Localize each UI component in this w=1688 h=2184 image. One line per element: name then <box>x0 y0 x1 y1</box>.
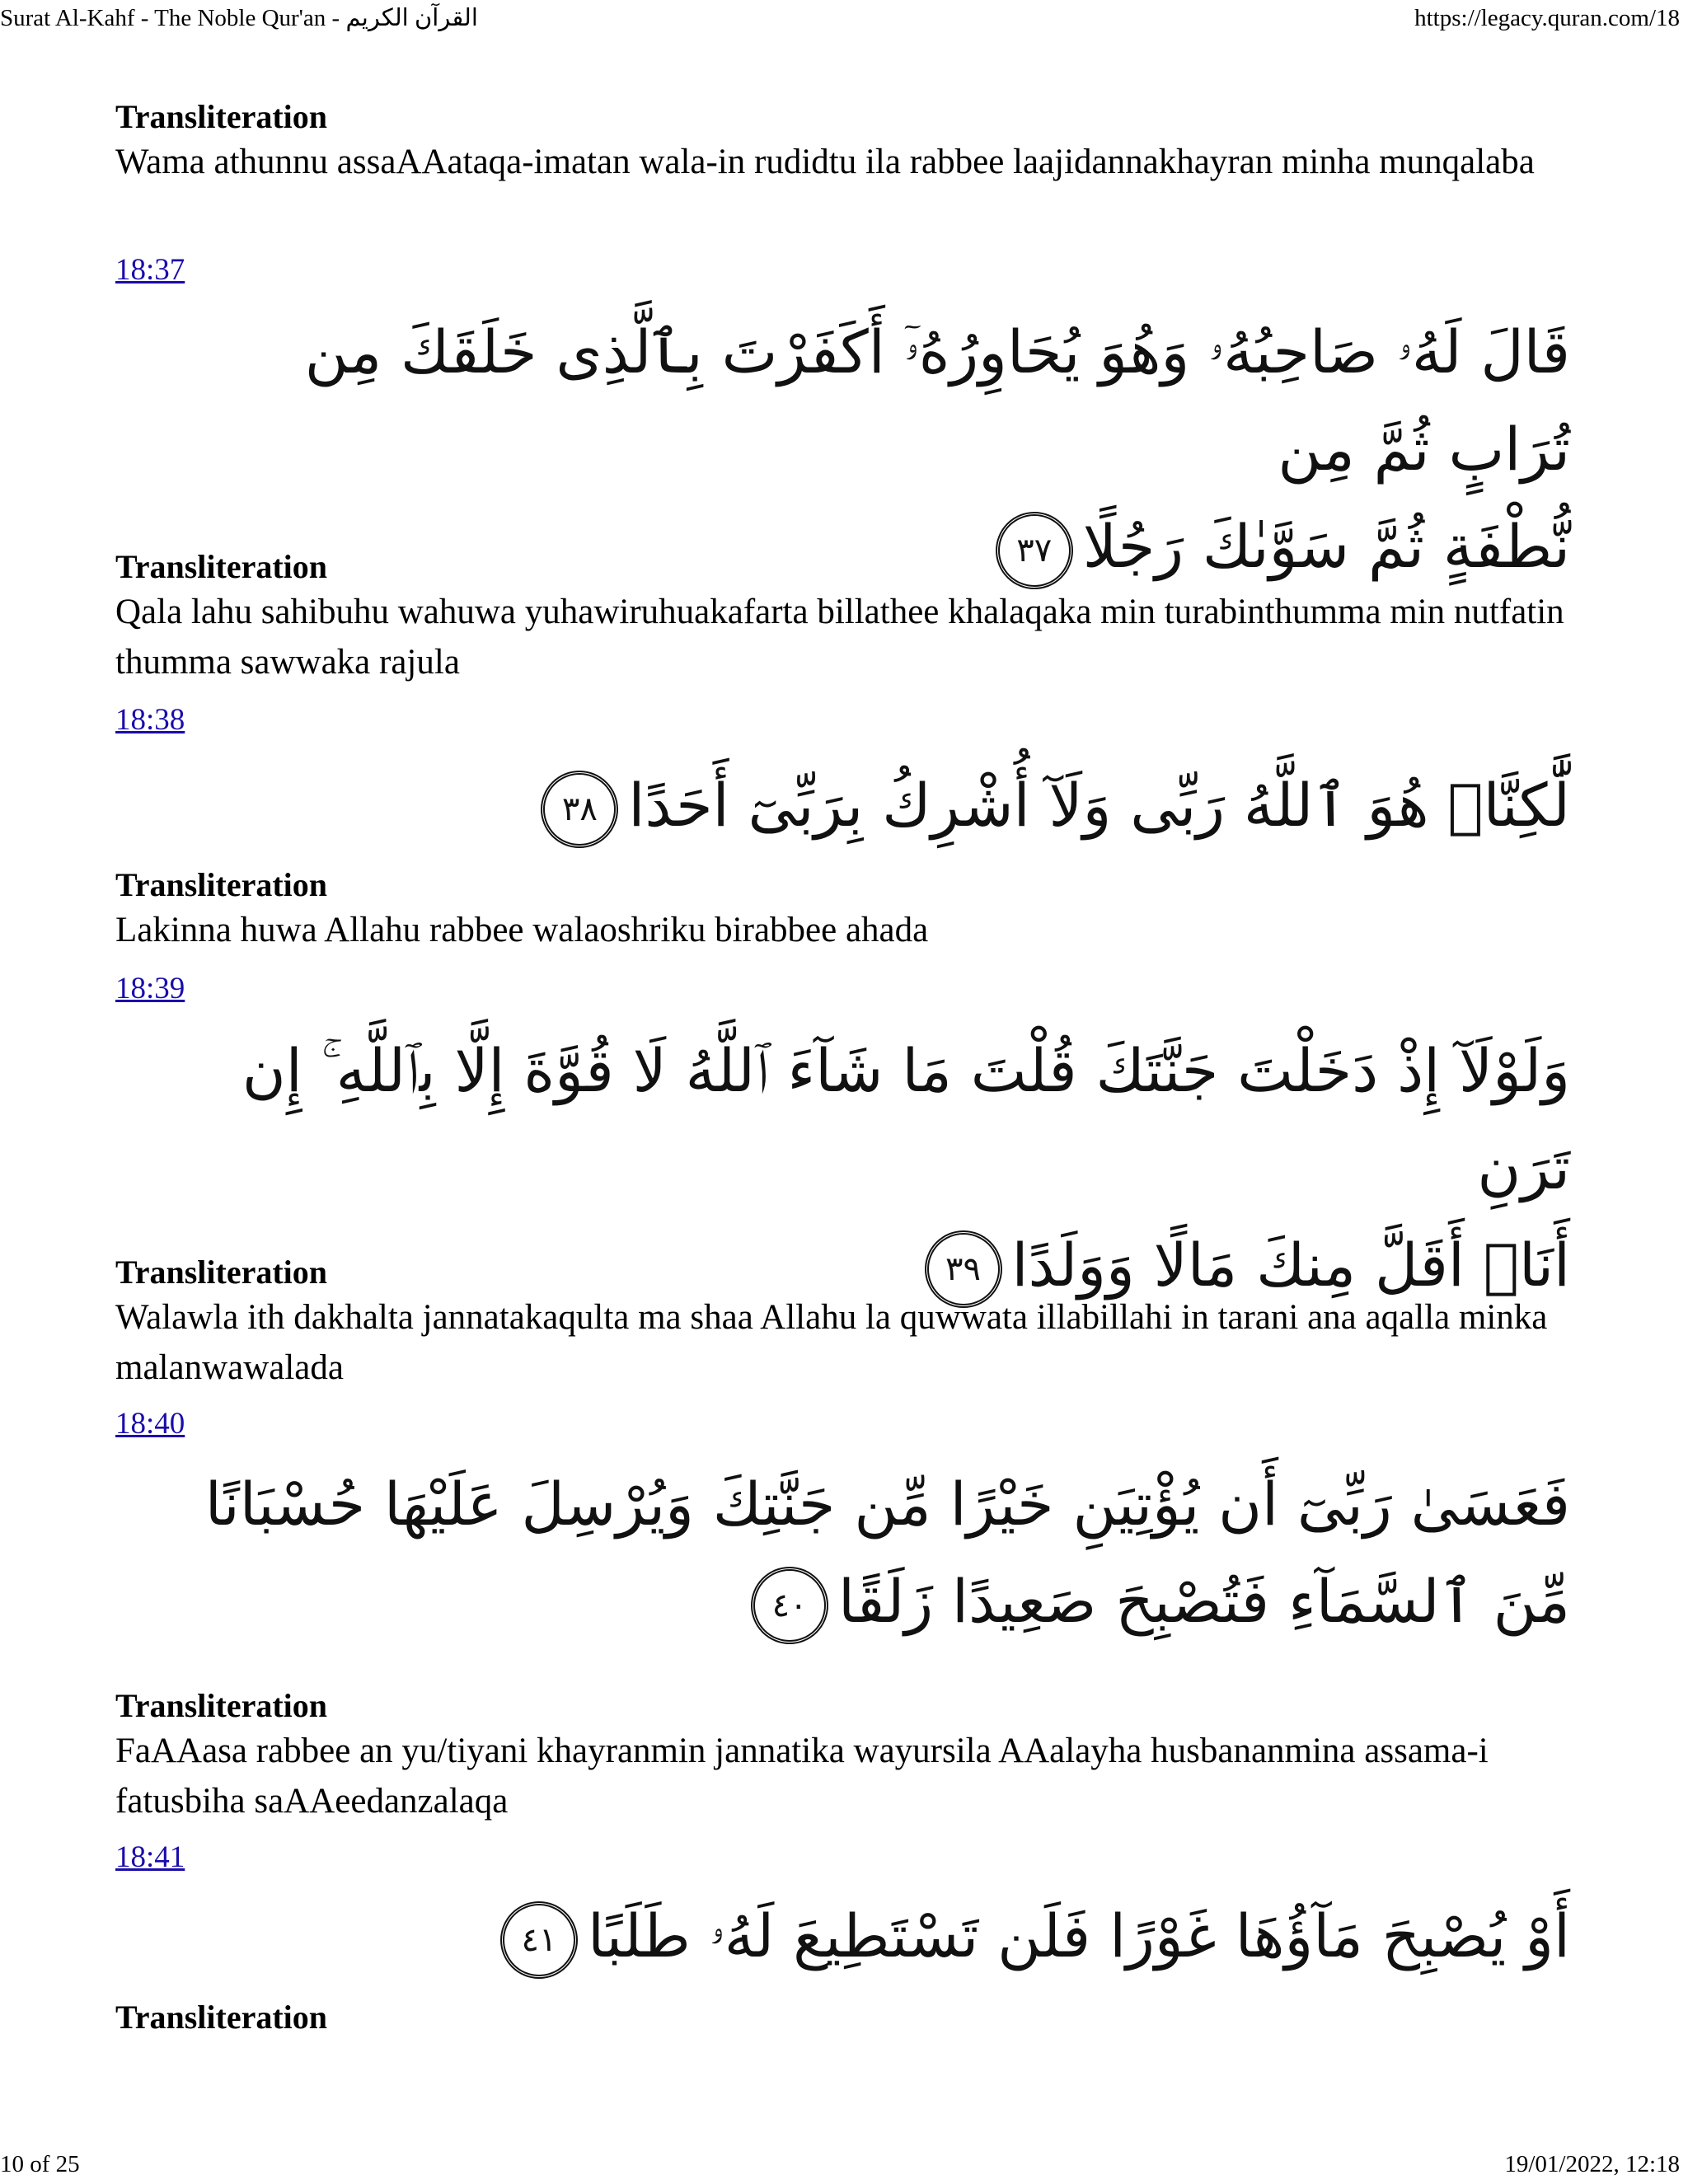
arabic-line <box>202 498 1570 595</box>
transliteration-label: Transliteration <box>115 1254 328 1291</box>
transliteration-text: Lakinna huwa Allahu rabbee walaoshriku birabbee ahada <box>115 911 929 949</box>
arabic-text: أَنَا۠ أَقَلَّ مِنكَ مَالًا وَوَلَدًا <box>1011 1230 1570 1300</box>
verse-link-18-37[interactable]: 18:37 <box>115 253 185 287</box>
transliteration-text: Qala lahu sahibuhu wahuwa yuhawiruhuakafarta billathee khalaqaka min turabinthumma min nutfatin thumma sawwaka rajula <box>115 593 1564 682</box>
transliteration-label: Transliteration <box>115 866 328 903</box>
arabic-verse-18-38 <box>202 757 1570 854</box>
transliteration-text: FaAAasa rabbee an yu/tiyani khayranmin jannatika wayursila AAalayha husbananmina assama-i fatusbiha saAAeedanzalaqa <box>115 1732 1489 1821</box>
transliteration-text: Walawla ith dakhalta jannatakaqulta ma shaa Allahu la quwwata illabillahi in tarani ana aqalla minka malanwawalada <box>115 1298 1548 1387</box>
transliteration-label: Transliteration <box>115 98 328 135</box>
arabic-text: مِّنَ ٱلسَّمَآءِ فَتُصْبِحَ صَعِيدًا زَلَقًا <box>838 1567 1570 1636</box>
arabic-line: قَالَ لَهُۥ صَاحِبُهُۥ وَهُوَ يُحَاوِرُهُۥٓ أَكَفَرْتَ بِٱلَّذِى خَلَقَكَ مِن تُرَابٍ ثُمَّ مِن <box>304 317 1570 484</box>
ayah-number-marker: ٣٧ <box>996 512 1073 589</box>
arabic-text: نُّطْفَةٍ ثُمَّ سَوَّىٰكَ رَجُلًا <box>1082 512 1570 581</box>
arabic-line <box>202 1887 1570 1985</box>
print-header <box>0 2 1688 35</box>
transliteration-label: Transliteration <box>115 1687 328 1724</box>
page-url: https://legacy.quran.com/18 <box>1414 5 1680 31</box>
verse-link-18-38[interactable]: 18:38 <box>115 703 185 737</box>
page-title: Surat Al-Kahf - The Noble Qur'an - القرآن الكريم <box>0 5 478 31</box>
arabic-verse-18-39 <box>202 1022 1570 1314</box>
arabic-text: لَّٰكِنَّا۠ هُوَ ٱللَّهُ رَبِّى وَلَآ أُشْرِكُ بِرَبِّىٓ أَحَدًا <box>628 771 1570 840</box>
page-count: 10 of 25 <box>0 2151 80 2177</box>
arabic-verse-18-40 <box>202 1455 1570 1650</box>
print-footer <box>0 2148 1688 2181</box>
arabic-line <box>202 1553 1570 1650</box>
arabic-text: أَوْ يُصْبِحَ مَآؤُهَا غَوْرًا فَلَن تَسْتَطِيعَ لَهُۥ طَلَبًا <box>588 1901 1570 1971</box>
arabic-line: فَعَسَىٰ رَبِّىٓ أَن يُؤْتِيَنِ خَيْرًا مِّن جَنَّتِكَ وَيُرْسِلَ عَلَيْهَا حُسْبَانًا <box>204 1469 1570 1539</box>
arabic-verse-18-37 <box>202 303 1570 595</box>
ayah-number-marker: ٣٨ <box>541 771 618 848</box>
transliteration-text: Wama athunnu assaAAataqa-imatan wala-in rudidtu ila rabbee laajidannakhayran minha munqalaba <box>115 143 1535 181</box>
verse-link-18-41[interactable]: 18:41 <box>115 1840 185 1874</box>
verse-link-18-40[interactable]: 18:40 <box>115 1407 185 1441</box>
transliteration-label: Transliteration <box>115 548 328 585</box>
arabic-line: وَلَوْلَآ إِذْ دَخَلْتَ جَنَّتَكَ قُلْتَ مَا شَآءَ ٱللَّهُ لَا قُوَّةَ إِلَّا بِٱللَّهِ ۚ إِن تَرَنِ <box>241 1036 1570 1202</box>
verse-link-18-39[interactable]: 18:39 <box>115 972 185 1005</box>
print-datetime: 19/01/2022, 12:18 <box>1504 2151 1680 2177</box>
arabic-verse-18-41 <box>202 1887 1570 1985</box>
ayah-number-marker: ٣٩ <box>925 1230 1002 1308</box>
arabic-line <box>202 757 1570 854</box>
transliteration-label: Transliteration <box>115 1999 328 2036</box>
ayah-number-marker: ٤٠ <box>751 1567 828 1644</box>
ayah-number-marker: ٤١ <box>500 1901 578 1979</box>
